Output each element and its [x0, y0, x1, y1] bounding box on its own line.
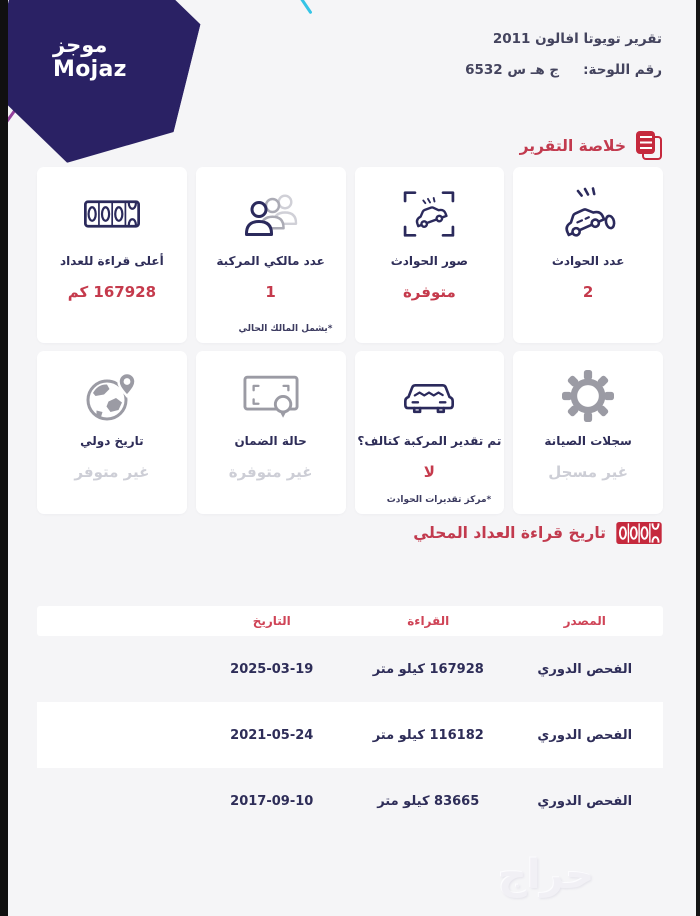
card-label: تم تقدير المركبة كتالف؟	[357, 434, 502, 448]
accident-photos-icon	[355, 183, 505, 245]
table-row	[37, 702, 663, 768]
mojaz-logo	[53, 33, 127, 83]
reading-cell: 167928 كيلو متر	[372, 661, 484, 677]
card-label: عدد مالكي المركبة	[216, 254, 325, 268]
crashed-car-icon	[513, 183, 663, 245]
card-value: 2	[582, 283, 594, 301]
odometer-history-table	[37, 606, 663, 834]
card-value: متوفرة	[402, 283, 456, 301]
summary-cards-grid	[37, 167, 663, 514]
card-value: غير متوفرة	[228, 463, 313, 481]
card-value: 1	[265, 283, 276, 301]
card-accidents-count	[513, 167, 663, 343]
column-header-reading: القراءة	[407, 614, 450, 628]
card-value: غير مسجل	[548, 463, 628, 481]
card-accident-photos	[355, 167, 505, 343]
owners-icon	[196, 183, 346, 245]
photo-edge-left	[0, 0, 8, 916]
date-cell: 2017-09-10	[230, 793, 314, 809]
odometer-history-section-header	[413, 522, 662, 544]
card-owners-count	[196, 167, 346, 343]
reading-cell: 83665 كيلو متر	[377, 793, 480, 809]
odometer-icon	[37, 183, 187, 245]
summary-section-header	[520, 131, 662, 160]
report-header	[465, 31, 662, 78]
card-label: أعلى قراءة للعداد	[60, 254, 164, 268]
odometer-history-title: تاريخ قراءة العداد المحلي	[413, 524, 606, 542]
card-international-history	[37, 351, 187, 514]
report-title: تقرير تويوتا افالون 2011	[492, 31, 662, 47]
date-cell: 2021-05-24	[230, 727, 314, 743]
globe-pin-icon	[37, 367, 187, 425]
card-footnote: *مركز تقديرات الحوادث	[386, 495, 492, 505]
card-total-loss	[355, 351, 505, 514]
card-label: حالة الضمان	[234, 434, 307, 448]
table-row	[37, 636, 663, 702]
decorative-line-cyan	[291, 0, 312, 14]
card-value: لا	[423, 463, 435, 481]
table-row	[37, 768, 663, 834]
photo-edge-right	[696, 0, 700, 916]
card-highest-odometer	[37, 167, 187, 343]
report-document-icon	[636, 131, 662, 160]
plate-label: رقم اللوحة:	[583, 62, 662, 78]
damaged-car-icon	[355, 367, 505, 425]
plate-number-row	[465, 62, 662, 78]
source-cell: الفحص الدوري	[537, 793, 633, 809]
card-label: سجلات الصيانة	[544, 434, 632, 448]
card-maintenance-records	[513, 351, 663, 514]
logo-arabic-text: موجز	[53, 33, 108, 57]
card-value: غير متوفر	[74, 463, 150, 481]
card-label: صور الحوادث	[390, 254, 469, 268]
haraj-watermark: حراج	[498, 852, 595, 898]
reading-cell: 116182 كيلو متر	[372, 727, 484, 743]
gear-icon	[513, 367, 663, 425]
odometer-red-icon	[616, 522, 662, 544]
logo-latin-text: Mojaz	[53, 57, 127, 82]
card-label: تاريخ دولي	[80, 434, 144, 448]
card-footnote: *يشمل المالك الحالي	[238, 324, 333, 334]
date-cell: 2025-03-19	[230, 661, 314, 677]
certificate-icon	[196, 367, 346, 425]
column-header-source: المصدر	[563, 614, 606, 628]
source-cell: الفحص الدوري	[537, 661, 633, 677]
summary-section-title: خلاصة التقرير	[519, 136, 626, 155]
card-label: عدد الحوادث	[551, 254, 625, 268]
plate-value: ج هـ س 6532	[465, 62, 560, 78]
card-value: 167928 كم	[67, 283, 157, 301]
source-cell: الفحص الدوري	[537, 727, 633, 743]
table-header-row	[37, 606, 663, 636]
card-warranty-status	[196, 351, 346, 514]
column-header-date: التاريخ	[252, 614, 291, 628]
mojaz-logo-hexagon	[0, 0, 220, 187]
